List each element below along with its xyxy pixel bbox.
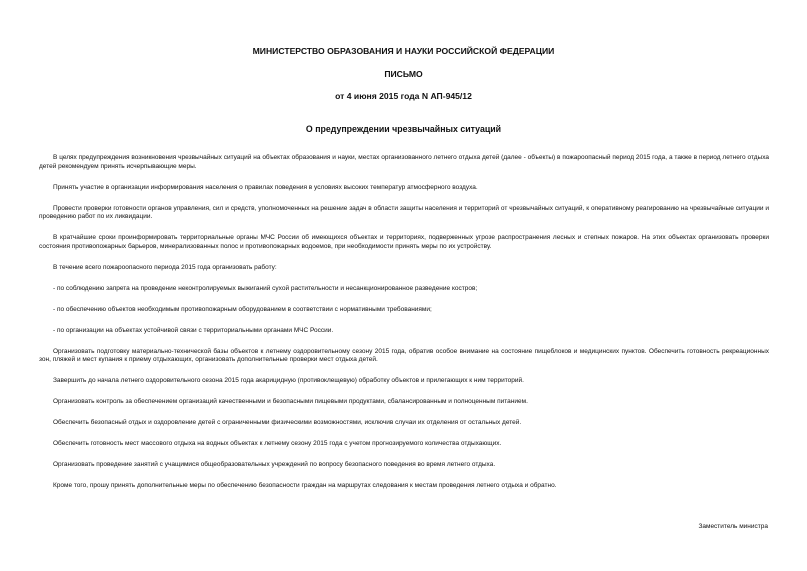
paragraph-disabled-children: Обеспечить безопасный отдых и оздоровление детей с ограниченными физическими возможностями, исключив случаи их отделения от остальных детей. — [53, 419, 522, 427]
paragraph-routes-safety: Кроме того, прошу принять дополнительные меры по обеспечению безопасности граждан на маршрутах следования к местам проведения летнего отдыха и обратно. — [53, 482, 557, 490]
paragraph-safety-lessons: Организовать проведение занятий с учащимися общеобразовательных учреждений по вопросу безопасного поведения во время летнего отдыха. — [53, 461, 496, 469]
document-subject: О предупреждении чрезвычайных ситуаций — [305, 124, 502, 134]
document-body — [39, 154, 769, 491]
paragraph-water-sites: Обеспечить готовность мест массового отдыха на водных объектах к летнему сезону 2015 года с учетом прогнозируемого количества отдыхающих. — [53, 440, 502, 448]
paragraph-intro: В целях предупреждения возникновения чрезвычайных ситуаций на объектах образования и науки, местах организованного летнего отдыха детей (далее - объекты) в пожароопасный период 2015 года, а также в период летнего отдыха детей рекомендуем принять исчерпывающие меры. — [39, 154, 769, 170]
list-item-fire-equipment: - по обеспечению объектов необходимым противопожарным оборудованием в соответствии с нормативными требованиями; — [53, 305, 432, 313]
signature-position: Заместитель министра — [698, 523, 768, 530]
paragraph-fire-period: В течение всего пожароопасного периода 2015 года организовать работу: — [53, 263, 277, 271]
ministry-title: МИНИСТЕРСТВО ОБРАЗОВАНИЯ И НАУКИ РОССИЙСКОЙ ФЕДЕРАЦИИ — [252, 46, 555, 56]
paragraph-material-base: Организовать подготовку материально-технической базы объектов к летнему оздоровительному сезону 2015 года, обратив особое внимание на состояние пищеблоков и медицинских пунктов. Обеспечить готовность рекреационных зон, пляжей и мест купания к приему отдыхающих, организовать дополнительные проверки мест отдыха детей. — [39, 347, 769, 364]
paragraph-readiness-checks: Провести проверки готовности органов управления, сил и средств, уполномоченных на решение задач в области защиты населения и территорий от чрезвычайных ситуаций, к оперативному реагированию на чрезвычайные ситуации и проведению работ по их ликвидации. — [39, 204, 769, 221]
paragraph-acaricide: Завершить до начала летнего оздоровительного сезона 2015 года акарицидную (противоклещевую) обработку объектов и прилегающих к ним территорий. — [53, 377, 524, 385]
paragraph-fire-threat: В кратчайшие сроки проинформировать территориальные органы МЧС России об имеющихся объектах и территориях, подверженных угрозе распространения лесных и степных пожаров. На этих объектах организовать проверки состояния противопожарных барьеров, минерализованных полос и противопожарных водоемов, при необходимости принять меры по их устройству. — [39, 234, 769, 250]
list-item-communication: - по организации на объектах устойчивой связи с территориальными органами МЧС России. — [53, 326, 334, 334]
list-item-burning-ban: - по соблюдению запрета на проведение неконтролируемых выжиганий сухой растительности и несанкционированное разведение костров; — [53, 284, 478, 292]
document-date-number: от 4 июня 2015 года N АП-945/12 — [335, 91, 472, 101]
paragraph-informing: Принять участие в организации информирования населения о правилах поведения в условиях высоких температур атмосферного воздуха. — [53, 183, 478, 191]
document-type: ПИСЬМО — [384, 69, 423, 79]
paragraph-food-control: Организовать контроль за обеспечением организаций качественными и безопасными пищевыми продуктами, сбалансированным и полноценным питанием. — [53, 398, 528, 406]
